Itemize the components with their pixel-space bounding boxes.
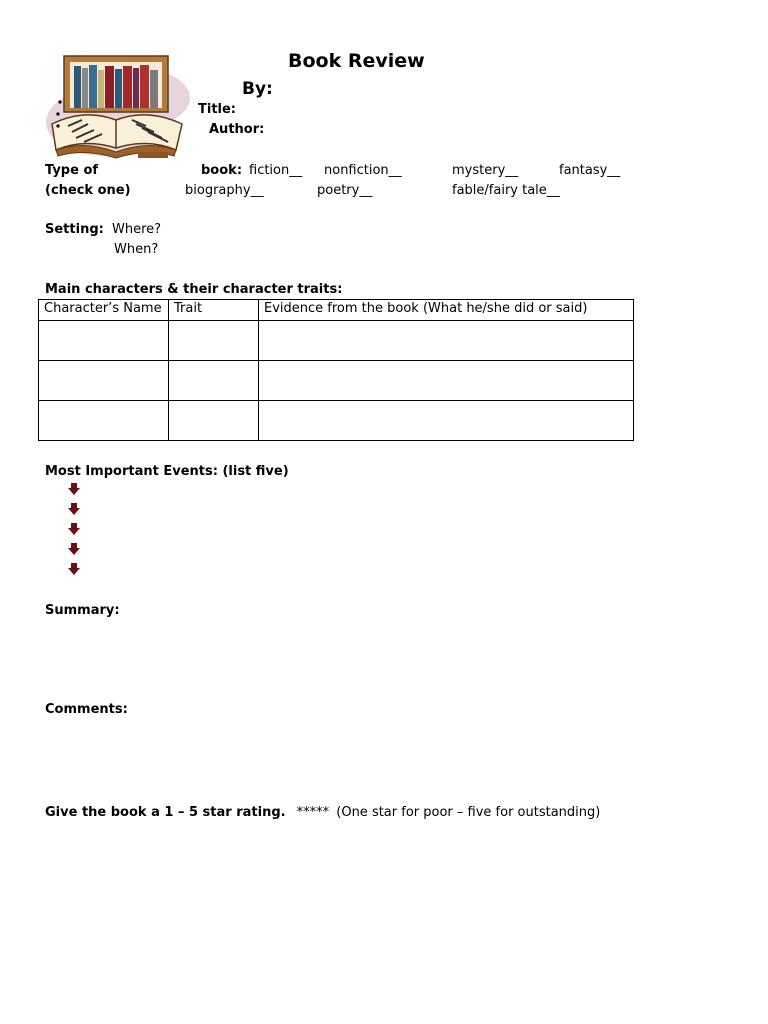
column-header-trait: Trait [169,300,259,321]
rating-label: Give the book a 1 – 5 star rating. [45,805,286,820]
column-header-evidence: Evidence from the book (What he/she did or said) [259,300,634,321]
rating-line [45,801,600,820]
book-label: book: [201,163,243,178]
option-poetry[interactable]: poetry__ [317,183,373,198]
characters-table [38,299,634,441]
arrow-bullet-icon [67,542,81,556]
setting-when: When? [114,242,159,257]
trait-cell[interactable] [169,401,259,441]
rating-note: (One star for poor – five for outstanding) [336,805,601,820]
author-label: Author: [209,122,265,137]
character-name-cell[interactable] [39,361,169,401]
option-fable-fairy-tale[interactable]: fable/fairy tale__ [452,183,560,198]
events-heading: Most Important Events: (list five) [45,464,289,479]
table-row [39,361,634,401]
trait-cell[interactable] [169,361,259,401]
evidence-cell[interactable] [259,361,634,401]
page-title: Book Review [288,50,425,72]
type-of-label: Type of [45,163,99,178]
arrow-bullet-icon [67,482,81,496]
evidence-cell[interactable] [259,321,634,361]
table-row [39,321,634,361]
table-header-row [39,300,634,321]
check-one-label: (check one) [45,183,131,198]
summary-label: Summary: [45,603,120,618]
option-nonfiction[interactable]: nonfiction__ [324,163,402,178]
arrow-bullet-icon [67,522,81,536]
table-row [39,401,634,441]
book-illustration [44,46,192,162]
column-header-name: Character’s Name [39,300,169,321]
setting-label: Setting: [45,222,104,237]
option-fantasy[interactable]: fantasy__ [559,163,621,178]
title-label: Title: [198,102,237,117]
evidence-cell[interactable] [259,401,634,441]
arrow-bullet-icon [67,502,81,516]
arrow-bullet-icon [67,562,81,576]
rating-stars[interactable]: ***** [296,805,330,820]
option-mystery[interactable]: mystery__ [452,163,519,178]
comments-label: Comments: [45,702,128,717]
setting-where: Where? [112,222,162,237]
by-label: By: [242,79,273,99]
option-biography[interactable]: biography__ [185,183,264,198]
characters-heading: Main characters & their character traits: [45,282,343,297]
trait-cell[interactable] [169,321,259,361]
character-name-cell[interactable] [39,401,169,441]
character-name-cell[interactable] [39,321,169,361]
option-fiction[interactable]: fiction__ [249,163,303,178]
